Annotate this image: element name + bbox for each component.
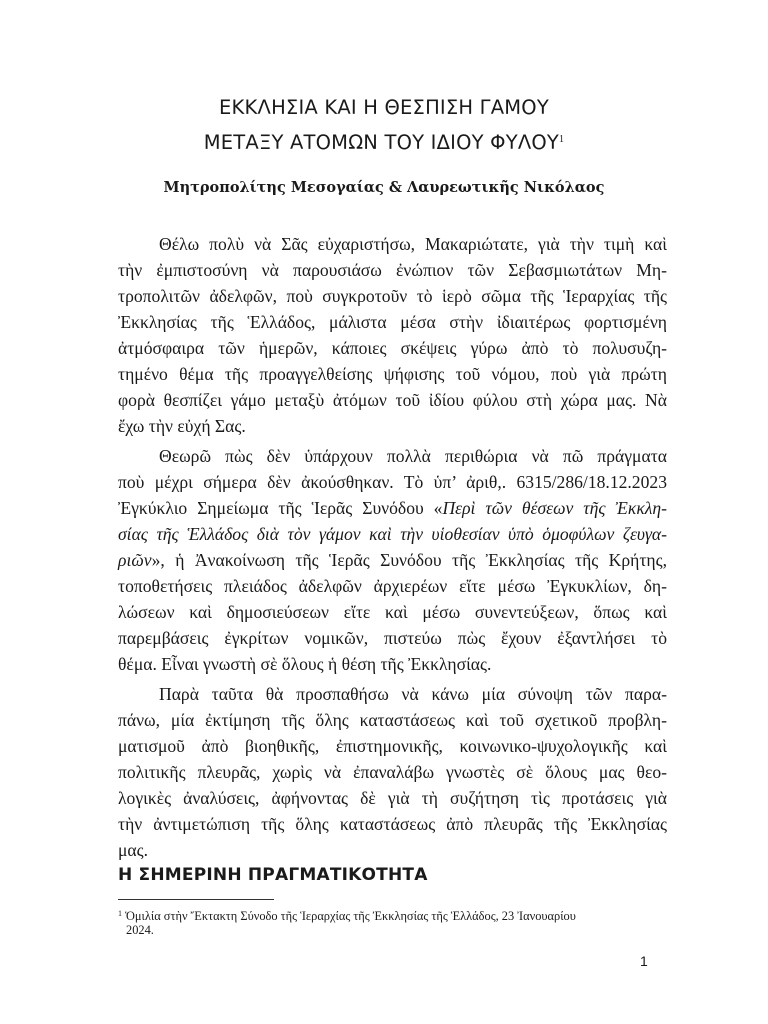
paragraph-2-line: θέμα. Εἶναι γνωστὴ σὲ ὅλους ἡ θέση τῆς Ἐκκλησίας. [118, 654, 492, 674]
paragraph-3-line: πολιτικῆς πλευρᾶς, χωρὶς νὰ ἐπαναλάβω γνωστὲς σὲ ὅλους μας θεο- [118, 762, 667, 782]
italic-title-text: ριῶν [118, 550, 152, 570]
paragraph-2-line [118, 496, 667, 520]
paragraph-3-line: λογικὲς ἀναλύσεις, ἀφήνοντας δὲ γιὰ τὴ συζήτηση τὶς προτάσεις γιὰ [118, 788, 667, 808]
footnote-divider [118, 899, 274, 900]
author-line: Μητροπολίτης Μεσογαίας & Λαυρεωτικῆς Νικόλαος [163, 179, 605, 196]
paragraph-2-line: ποὺ μέχρι σήμερα δὲν ἀκούσθηκαν. Τὸ ὑπ’ ἀριθ,. 6315/286/18.12.2023 [118, 472, 667, 492]
paragraph-3-line: ματισμοῦ ἀπὸ βιοηθικῆς, ἐπιστημονικῆς, κοινωνικο-ψυχολογικῆς καὶ [118, 736, 667, 756]
line-text: Ἐγκύκλιο Σημείωμα τῆς Ἱερᾶς Συνόδου « [118, 498, 443, 518]
italic-title-text: σίας τῆς Ἑλλάδος διὰ τὸν γάμον καὶ τὴν υἱοθεσίαν ὑπὸ ὁμοφύλων ζευγα- [118, 524, 667, 544]
paragraph-1-line: φορὰ θεσπίζει γάμο μεταξὺ ἀτόμων τοῦ ἰδίου φύλου στὴ χώρα μας. Νὰ [118, 390, 667, 410]
title-text: ΜΕΤΑΞΥ ΑΤΟΜΩΝ ΤΟΥ ΙΔΙΟΥ ΦΥΛΟΥ [203, 131, 560, 154]
paragraph-1-line: τὴν ἐμπιστοσύνη νὰ παρουσιάσω ἐνώπιον τῶν Σεβασμιωτάτων Μη- [118, 260, 667, 280]
paragraph-2-line [118, 522, 667, 546]
paragraph-1-line: Θέλω πολὺ νὰ Σᾶς εὐχαριστήσω, Μακαριώτατε, γιὰ τὴν τιμὴ καὶ [159, 234, 667, 254]
paragraph-2-line: λώσεων καὶ δημοσιεύσεων εἴτε καὶ μέσω συνεντεύξεων, ὅπως καὶ [118, 602, 667, 622]
footnote-text: Ὁμιλία στὴν Ἔκτακτη Σύνοδο τῆς Ἱεραρχίας τῆς Ἐκκλησίας τῆς Ἑλλάδος, 23 Ἰανουαρίου [122, 909, 576, 923]
document-title-line-1: ΕΚΚΛΗΣΙΑ ΚΑΙ Η ΘΕΣΠΙΣΗ ΓΑΜΟΥ [219, 96, 549, 119]
footnote-reference: 1 [559, 134, 565, 145]
paragraph-2-line: Θεωρῶ πὼς δὲν ὑπάρχουν πολλὰ περιθώρια νὰ πῶ πράγματα [159, 446, 667, 466]
paragraph-3-line: τὴν ἀντιμετώπιση τῆς ὅλης καταστάσεως ἀπὸ πλευρᾶς τῆς Ἐκκλησίας [118, 814, 667, 834]
paragraph-2-line: παρεμβάσεις ἐγκρίτων νομικῶν, πιστεύω πὼς ἔχουν ἐξαντλήσει τὸ [118, 628, 667, 648]
footnote-line-2: 2024. [126, 923, 154, 937]
paragraph-1-line: ἔχω τὴν εὐχή Σας. [118, 416, 246, 436]
paragraph-3-line: μας. [118, 840, 149, 860]
footnote-marker: 1 [118, 909, 122, 918]
paragraph-3-line: πάνω, μία ἐκτίμηση τῆς ὅλης καταστάσεως καὶ τοῦ σχετικοῦ προβλη- [118, 710, 667, 730]
paragraph-1-line: τροπολιτῶν ἀδελφῶν, ποὺ συγκροτοῦν τὸ ἱερὸ σῶμα τῆς Ἱεραρχίας τῆς [118, 286, 667, 306]
document-title-line-2 [0, 128, 768, 155]
page-number: 1 [640, 953, 648, 969]
paragraph-1-line: τημένο θέμα τῆς προαγγελθείσης ψήφισης τοῦ νόμου, ποὺ γιὰ πρώτη [118, 364, 667, 384]
paragraph-2-line [118, 548, 667, 572]
line-text: », ἡ Ἀνακοίνωση τῆς Ἱερᾶς Συνόδου τῆς Ἐκκλησίας τῆς Κρήτης, [151, 550, 667, 570]
paragraph-1-line: ἀτμόσφαιρα τῶν ἡμερῶν, κάποιες σκέψεις γύρω ἀπὸ τὸ πολυσυζη- [118, 338, 667, 358]
paragraph-3-line: Παρὰ ταῦτα θὰ προσπαθήσω νὰ κάνω μία σύνοψη τῶν παρα- [159, 684, 667, 704]
paragraph-2-line: τοποθετήσεις πλειάδος ἀδελφῶν ἀρχιερέων εἴτε μέσω Ἐγκυκλίων, δη- [118, 576, 667, 596]
section-heading: Η ΣΗΜΕΡΙΝΗ ΠΡΑΓΜΑΤΙΚΟΤΗΤΑ [118, 865, 428, 885]
paragraph-1-line: Ἐκκλησίας τῆς Ἑλλάδος, μάλιστα μέσα στὴν ἰδιαιτέρως φορτισμένη [118, 312, 667, 332]
italic-title-text: Περὶ τῶν θέσεων τῆς Ἐκκλη- [442, 498, 667, 518]
